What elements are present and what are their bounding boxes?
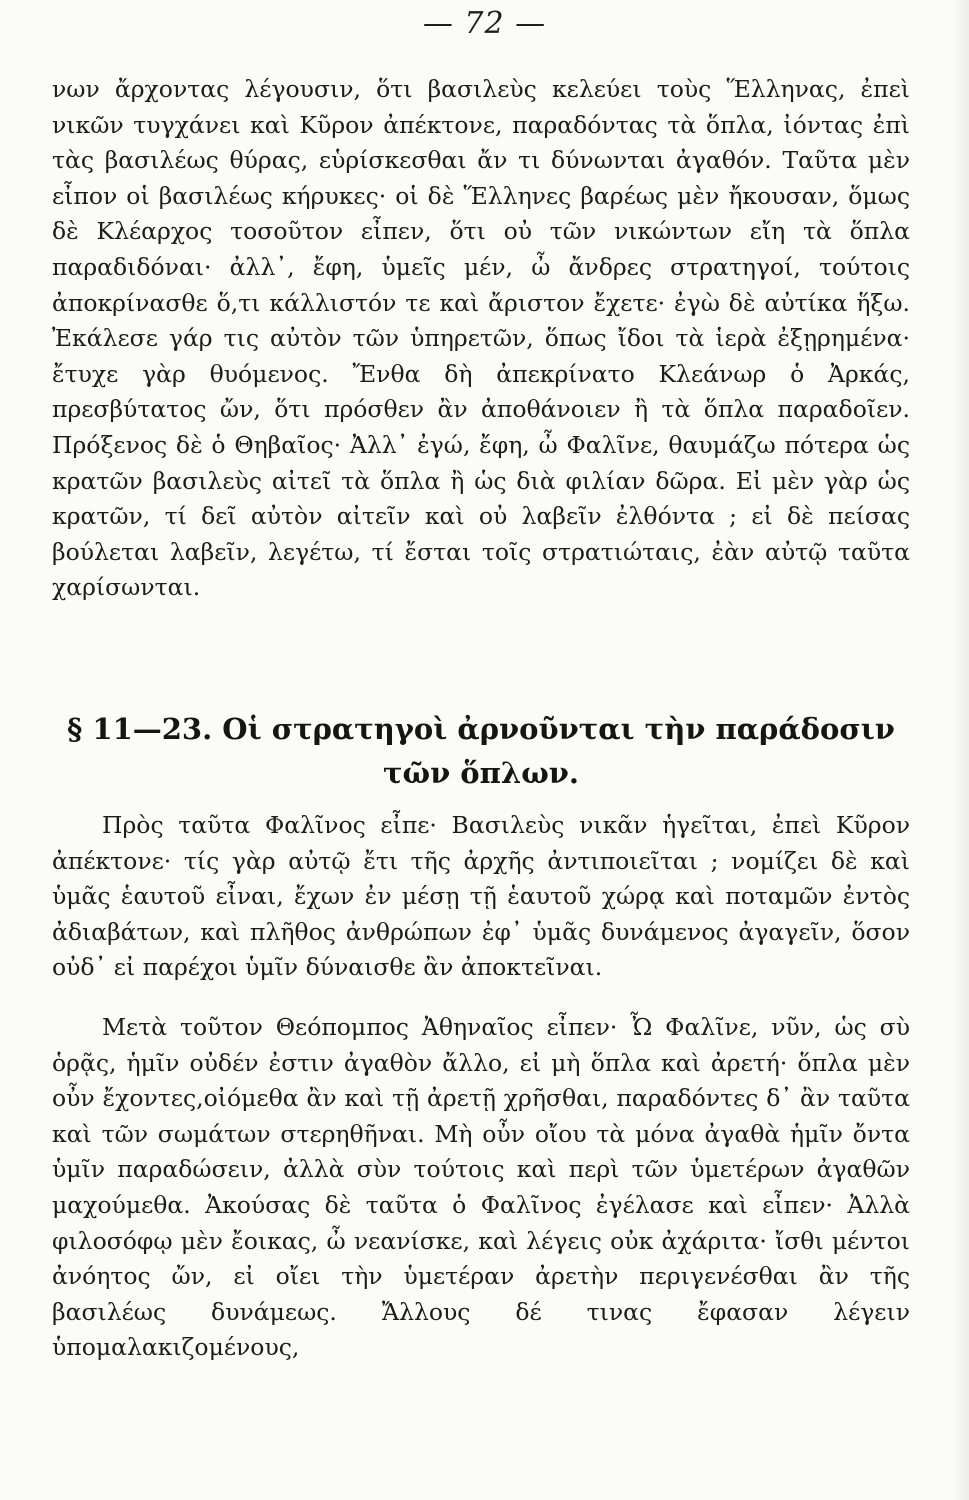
- section-heading: § 11—23. Οἱ στρατηγοὶ ἀρνοῦνται τὴν παράδοσιν τῶν ὅπλων.: [67, 712, 895, 790]
- page-number: — 72 —: [422, 6, 547, 41]
- page-edge-shadow: [951, 0, 969, 1500]
- paragraph-phalinus-reply: [52, 808, 910, 986]
- paragraph-continued: [52, 72, 910, 606]
- paragraph-text: Μετὰ τοῦτον Θεόπομπος Ἀθηναῖος εἶπεν· Ὦ Φαλῖνε, νῦν, ὡς σὺ ὁρᾷς, ἡμῖν οὐδέν ἐστιν ἀγαθὸν ἄλλο, εἰ μὴ ὅπλα καὶ ἀρετή· ὅπλα μὲν οὖν ἔχοντες,οἰόμεθα ἂν καὶ τῇ ἀρετῇ χρῆσθαι, παραδόντες δ᾿ ἂν ταῦτα καὶ τῶν σωμάτων στερηθῆναι. Μὴ οὖν οἴου τὰ μόνα ἀγαθὰ ἡμῖν ὄντα ὑμῖν παραδώσειν, ἀλλὰ σὺν τούτοις καὶ περὶ τῶν ὑμετέρων ἀγαθῶν μαχούμεθα. Ἀκούσας δὲ ταῦτα ὁ Φαλῖνος ἐγέλασε καὶ εἶπεν· Ἀλλὰ φιλοσόφῳ μὲν ἔοικας, ὦ νεανίσκε, καὶ λέγεις οὐκ ἀχάριτα· ἴσθι μέντοι ἀνόητος ὤν, εἰ οἴει τὴν ὑμετέραν ἀρετὴν περιγενέσθαι ἂν τῆς βασιλέως δυνάμεως. Ἄλλους δέ τινας ἔφασαν λέγειν ὑπομαλακιζομένους,: [52, 1013, 910, 1362]
- paragraph-text: Πρὸς ταῦτα Φαλῖνος εἶπε· Βασιλεὺς νικᾶν ἡγεῖται, ἐπεὶ Κῦρον ἀπέκτονε· τίς γὰρ αὐτῷ ἔτι τῆς ἀρχῆς ἀντιποιεῖται ; νομίζει δὲ καὶ ὑμᾶς ἑαυτοῦ εἶναι, ἔχων ἐν μέσῃ τῇ ἑαυτοῦ χώρᾳ καὶ ποταμῶν ἐντὸς ἀδιαβάτων, καὶ πλῆθος ἀνθρώπων ἐφ᾿ ὑμᾶς δυνάμενος ἀγαγεῖν, ὅσον οὐδ᾿ εἰ παρέχοι ὑμῖν δύναισθε ἂν ἀποκτεῖναι.: [52, 811, 910, 982]
- paragraph-text: νων ἄρχοντας λέγουσιν, ὅτι βασιλεὺς κελεύει τοὺς Ἕλληνας, ἐπεὶ νικῶν τυγχάνει καὶ Κῦρον ἀπέκτονε, παραδόντας τὰ ὅπλα, ἰόντας ἐπὶ τὰς βασιλέως θύρας, εὑρίσκεσθαι ἄν τι δύνωνται ἀγαθόν. Ταῦτα μὲν εἶπον οἱ βασιλέως κήρυκες· οἱ δὲ Ἕλληνες βαρέως μὲν ἤκουσαν, ὅμως δὲ Κλέαρχος τοσοῦτον εἶπεν, ὅτι οὐ τῶν νικώντων εἴη τὰ ὅπλα παραδιδόναι· ἀλλ᾿, ἔφη, ὑμεῖς μέν, ὦ ἄνδρες στρατηγοί, τούτοις ἀποκρίνασθε ὅ,τι κάλλιστόν τε καὶ ἄριστον ἔχετε· ἐγὼ δὲ αὐτίκα ἥξω. Ἐκάλεσε γάρ τις αὐτὸν τῶν ὑπηρετῶν, ὅπως ἴδοι τὰ ἱερὰ ἐξῃρημένα· ἔτυχε γὰρ θυόμενος. Ἔνθα δὴ ἀπεκρίνατο Κλεάνωρ ὁ Ἀρκάς, πρεσβύτατος ὤν, ὅτι πρόσθεν ἂν ἀποθάνοιεν ἢ τὰ ὅπλα παραδοῖεν. Πρόξενος δὲ ὁ Θηβαῖος· Ἀλλ᾿ ἐγώ, ἔφη, ὦ Φαλῖνε, θαυμάζω πότερα ὡς κρατῶν βασιλεὺς αἰτεῖ τὰ ὅπλα ἢ ὡς διὰ φιλίαν δῶρα. Εἰ μὲν γὰρ ὡς κρατῶν, τί δεῖ αὐτὸν αἰτεῖν καὶ οὐ λαβεῖν ἐλθόντα ; εἰ δὲ πείσας βούλεται λαβεῖν, λεγέτω, τί ἔσται τοῖς στρατιώταις, ἐὰν αὐτῷ ταῦτα χαρίσωνται.: [52, 75, 910, 602]
- paragraph-theopompus-reply: [52, 1010, 910, 1366]
